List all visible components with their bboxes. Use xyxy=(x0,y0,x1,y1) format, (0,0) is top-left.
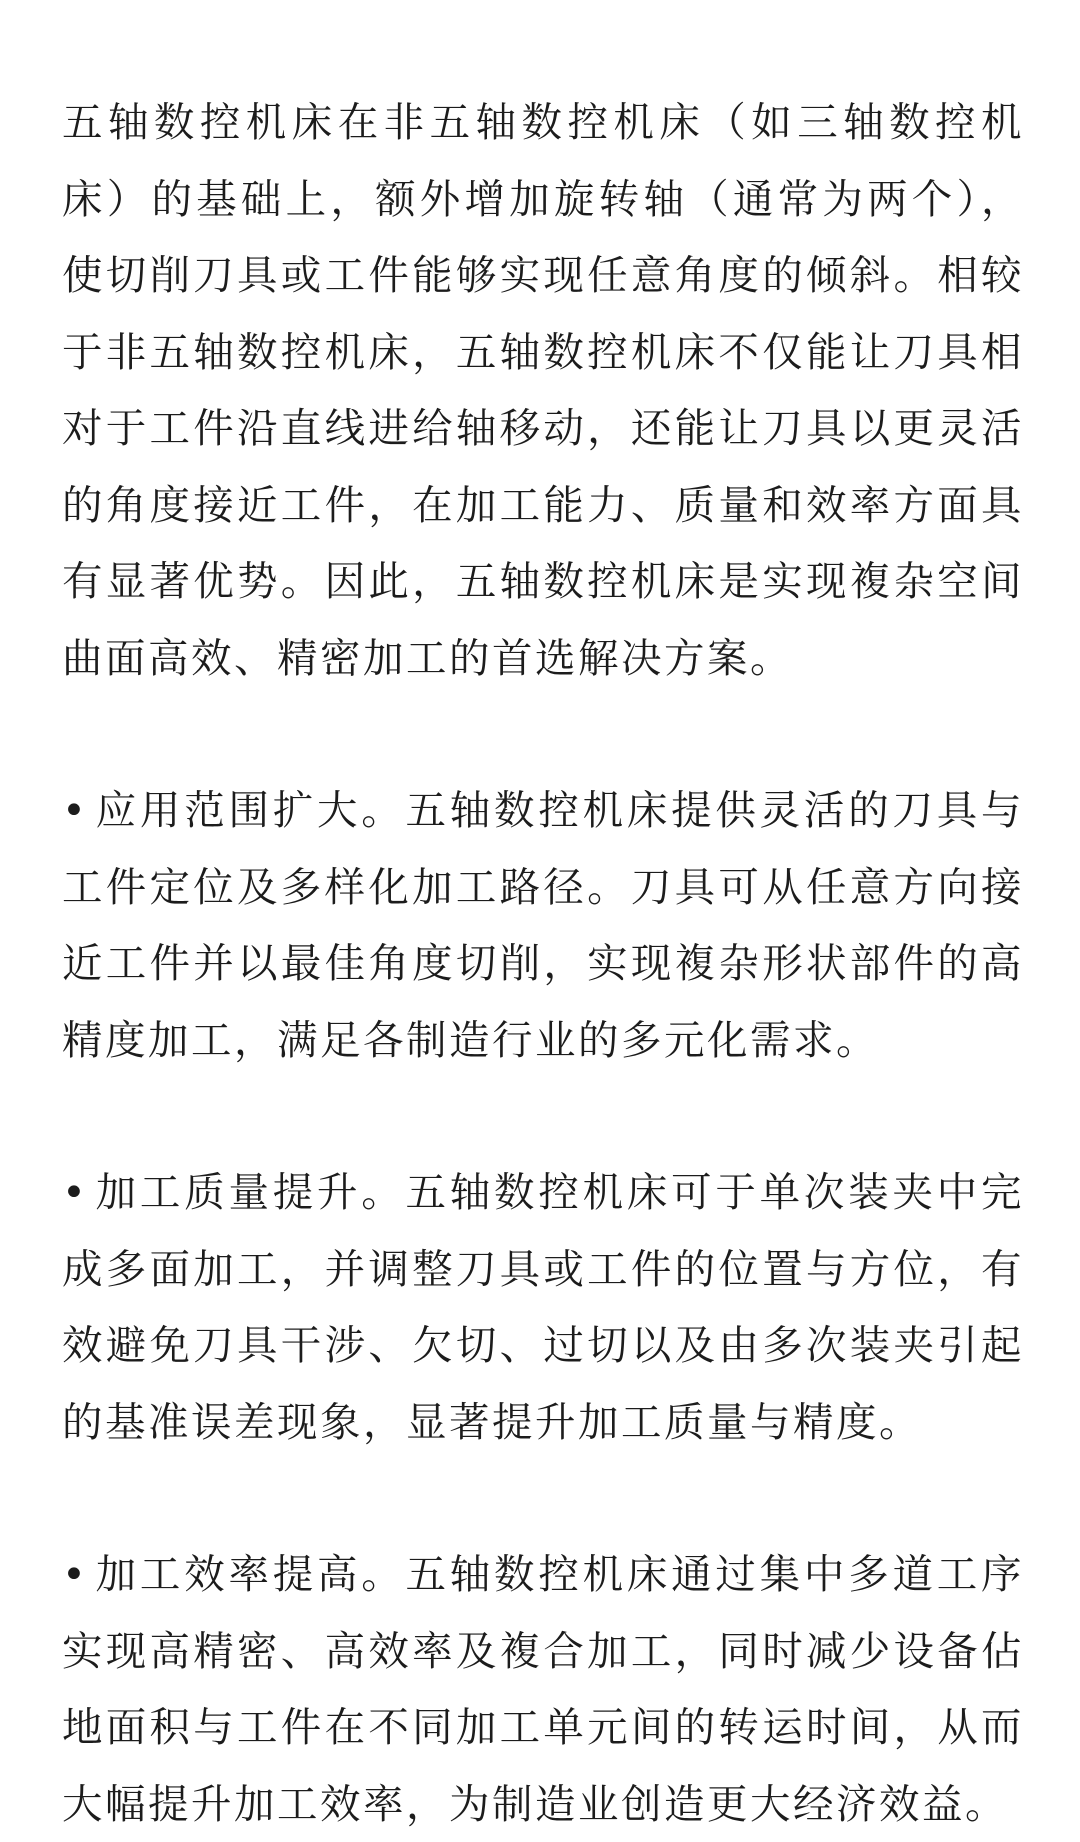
bullet-icon: • xyxy=(62,786,89,834)
bullet-item-quality xyxy=(62,1154,1024,1460)
bullet-icon: • xyxy=(62,1550,89,1598)
bullet-paragraph xyxy=(62,772,1024,1078)
article-body xyxy=(62,84,1024,1842)
bullet-paragraph xyxy=(62,1536,1024,1842)
bullet-text: 加工效率提高。五轴数控机床通过集中多道工序实现高精密、高效率及複合加工，同时减少设备佔地面积与工件在不同加工单元间的转运时间，从而大幅提升加工效率，为制造业创造更大经济效益。 xyxy=(62,1550,1024,1828)
bullet-item-efficiency xyxy=(62,1536,1024,1842)
bullet-paragraph xyxy=(62,1154,1024,1460)
intro-paragraph: 五轴数控机床在非五轴数控机床（如三轴数控机床）的基础上，额外增加旋转轴（通常为两个），使切削刀具或工件能够实现任意角度的倾斜。相较于非五轴数控机床，五轴数控机床不仅能让刀具相对于工件沿直线进给轴移动，还能让刀具以更灵活的角度接近工件，在加工能力、质量和效率方面具有显著优势。因此，五轴数控机床是实现複杂空间曲面高效、精密加工的首选解决方案。 xyxy=(62,98,1024,682)
bullet-item-application-scope xyxy=(62,772,1024,1078)
bullet-text: 应用范围扩大。五轴数控机床提供灵活的刀具与工件定位及多样化加工路径。刀具可从任意方向接近工件并以最佳角度切削，实现複杂形状部件的高精度加工，满足各制造行业的多元化需求。 xyxy=(62,786,1024,1064)
bullet-icon: • xyxy=(62,1168,89,1216)
bullet-text: 加工质量提升。五轴数控机床可于单次装夹中完成多面加工，并调整刀具或工件的位置与方位，有效避免刀具干涉、欠切、过切以及由多次装夹引起的基准误差现象，显著提升加工质量与精度。 xyxy=(62,1168,1024,1446)
